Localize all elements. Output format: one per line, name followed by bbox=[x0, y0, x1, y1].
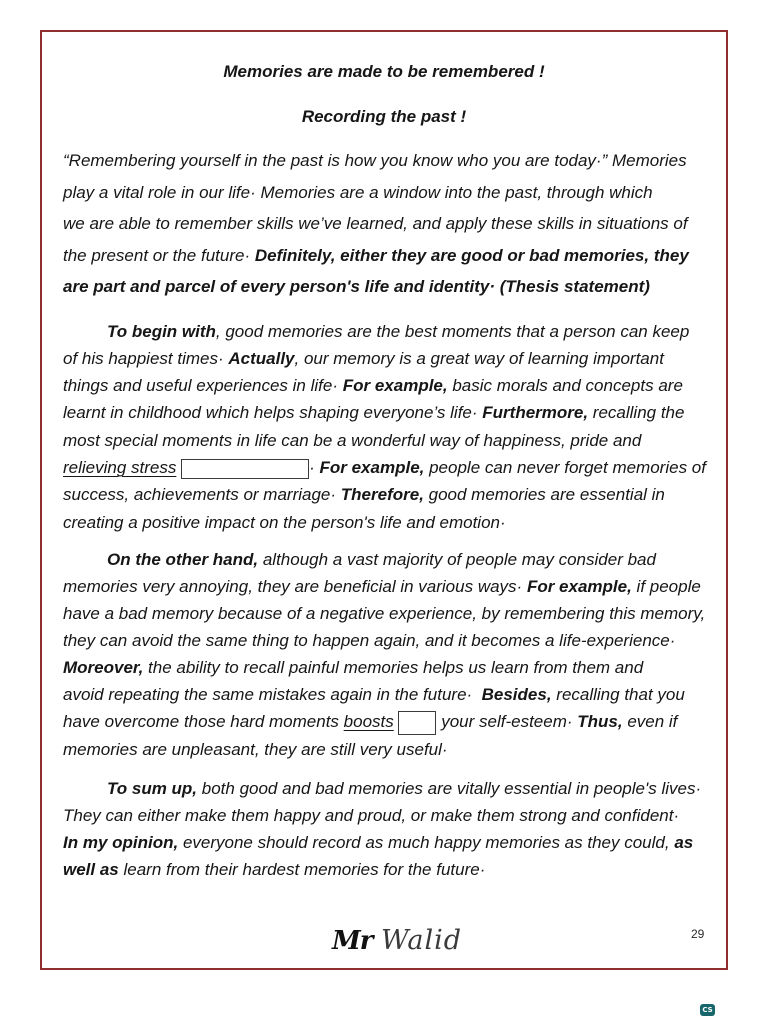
text-run: things and useful experiences in life· bbox=[63, 376, 343, 396]
text-run: they can avoid the same thing to happen again, and it becomes a life-experience· bbox=[63, 630, 676, 650]
bold-phrase: as bbox=[674, 832, 694, 852]
bold-phrase: To begin with bbox=[107, 321, 216, 341]
bold-phrase: For example, bbox=[319, 457, 425, 477]
good-memories-paragraph bbox=[63, 318, 715, 536]
text-run: memories very annoying, they are beneficial in various ways· bbox=[63, 576, 527, 596]
text-line bbox=[63, 399, 715, 426]
intro-paragraph bbox=[63, 145, 715, 303]
text-run: have overcome those hard moments bbox=[63, 712, 344, 732]
text-line bbox=[63, 454, 715, 481]
text-run: They can either make them happy and proud, or make them strong and confident· bbox=[63, 805, 680, 825]
text-run: most special moments in life can be a wonderful way of happiness, pride and bbox=[63, 430, 642, 450]
text-line bbox=[63, 736, 715, 763]
text-line bbox=[63, 546, 715, 573]
text-run: good memories are essential in bbox=[423, 485, 665, 505]
signature bbox=[332, 925, 462, 961]
text-run: basic morals and concepts are bbox=[447, 376, 683, 396]
text-line bbox=[63, 345, 715, 372]
text-run: we are able to remember skills we’ve learned, and apply these skills in situations of bbox=[63, 214, 688, 234]
text-line bbox=[63, 427, 715, 454]
text-run: recalling that you bbox=[551, 685, 685, 705]
text-run: , our memory is a great way of learning important bbox=[294, 348, 664, 368]
bold-phrase: Moreover, bbox=[63, 658, 144, 678]
bold-phrase: Furthermore, bbox=[482, 403, 589, 423]
bold-phrase: Definitely, either they are good or bad memories, they bbox=[254, 245, 689, 265]
bold-phrase: In my opinion, bbox=[63, 832, 179, 852]
text-line bbox=[63, 208, 715, 240]
signature-initial: Mr bbox=[332, 926, 373, 956]
text-run: of his happiest times· bbox=[63, 348, 229, 368]
text-line bbox=[63, 372, 715, 399]
bad-memories-paragraph bbox=[63, 546, 715, 763]
underlined-phrase: boosts bbox=[343, 712, 394, 732]
text-line bbox=[63, 681, 715, 708]
bold-phrase: Actually bbox=[228, 348, 295, 368]
page-number: 29 bbox=[691, 927, 705, 941]
text-run: learn from their hardest memories for the future· bbox=[118, 859, 486, 879]
answer-box bbox=[181, 459, 309, 479]
text-line bbox=[63, 240, 715, 272]
text-run: · bbox=[309, 457, 320, 477]
bold-phrase: Besides, bbox=[481, 685, 552, 705]
page-title: Memories are made to be remembered ! bbox=[223, 62, 545, 81]
underlined-phrase: relieving stress bbox=[63, 457, 177, 477]
text-run: “Remembering yourself in the past is how you know who you are today·” Memories bbox=[63, 151, 687, 171]
text-line bbox=[63, 708, 715, 735]
bold-phrase: Thus, bbox=[577, 712, 623, 732]
text-run: recalling the bbox=[588, 403, 685, 423]
text-run: although a vast majority of people may consider bad bbox=[258, 549, 656, 569]
text-line bbox=[63, 856, 715, 883]
camscanner-logo: CS bbox=[700, 1004, 715, 1016]
text-run: both good and bad memories are vitally essential in people's lives· bbox=[197, 778, 702, 798]
text-run: everyone should record as much happy memories as they could, bbox=[178, 832, 675, 852]
text-run: avoid repeating the same mistakes again in the future· bbox=[63, 685, 482, 705]
bold-phrase: Therefore, bbox=[340, 485, 424, 505]
text-line bbox=[63, 177, 715, 209]
text-run: if people bbox=[631, 576, 701, 596]
text-line bbox=[63, 481, 715, 508]
text-line bbox=[63, 573, 715, 600]
bold-phrase: well as bbox=[63, 859, 119, 879]
text-line bbox=[63, 654, 715, 681]
text-line bbox=[63, 145, 715, 177]
text-line bbox=[63, 271, 715, 303]
bold-phrase: To sum up, bbox=[107, 778, 198, 798]
text-run: learnt in childhood which helps shaping everyone’s life· bbox=[63, 403, 483, 423]
text-run: , good memories are the best moments that a person can keep bbox=[215, 321, 690, 341]
text-line bbox=[63, 509, 715, 536]
text-line bbox=[63, 829, 715, 856]
text-run: the present or the future· bbox=[63, 245, 255, 265]
text-run: memories are unpleasant, they are still very useful· bbox=[63, 739, 448, 759]
text-run: success, achievements or marriage· bbox=[63, 485, 341, 505]
text-run: have a bad memory because of a negative experience, by remembering this memory, bbox=[63, 603, 706, 623]
page-subtitle: Recording the past ! bbox=[301, 107, 467, 126]
text-run: creating a positive impact on the person's life and emotion· bbox=[63, 512, 506, 532]
bold-phrase: For example, bbox=[342, 376, 448, 396]
bold-phrase: are part and parcel of every person's life and identity· (Thesis statement) bbox=[63, 277, 650, 297]
text-run: people can never forget memories of bbox=[424, 457, 706, 477]
text-line bbox=[63, 627, 715, 654]
conclusion-paragraph bbox=[63, 775, 715, 883]
bold-phrase: On the other hand, bbox=[107, 549, 259, 569]
text-line bbox=[63, 775, 715, 802]
bold-phrase: For example, bbox=[526, 576, 632, 596]
text-run: your self-esteem· bbox=[436, 712, 578, 732]
text-run: the ability to recall painful memories helps us learn from them and bbox=[143, 658, 644, 678]
signature-name: Walid bbox=[380, 925, 462, 956]
text-run: even if bbox=[622, 712, 678, 732]
answer-box bbox=[398, 711, 436, 735]
text-line bbox=[63, 318, 715, 345]
text-line bbox=[63, 802, 715, 829]
text-run: play a vital role in our life· Memories are a window into the past, through which bbox=[63, 182, 653, 202]
text-line bbox=[63, 600, 715, 627]
